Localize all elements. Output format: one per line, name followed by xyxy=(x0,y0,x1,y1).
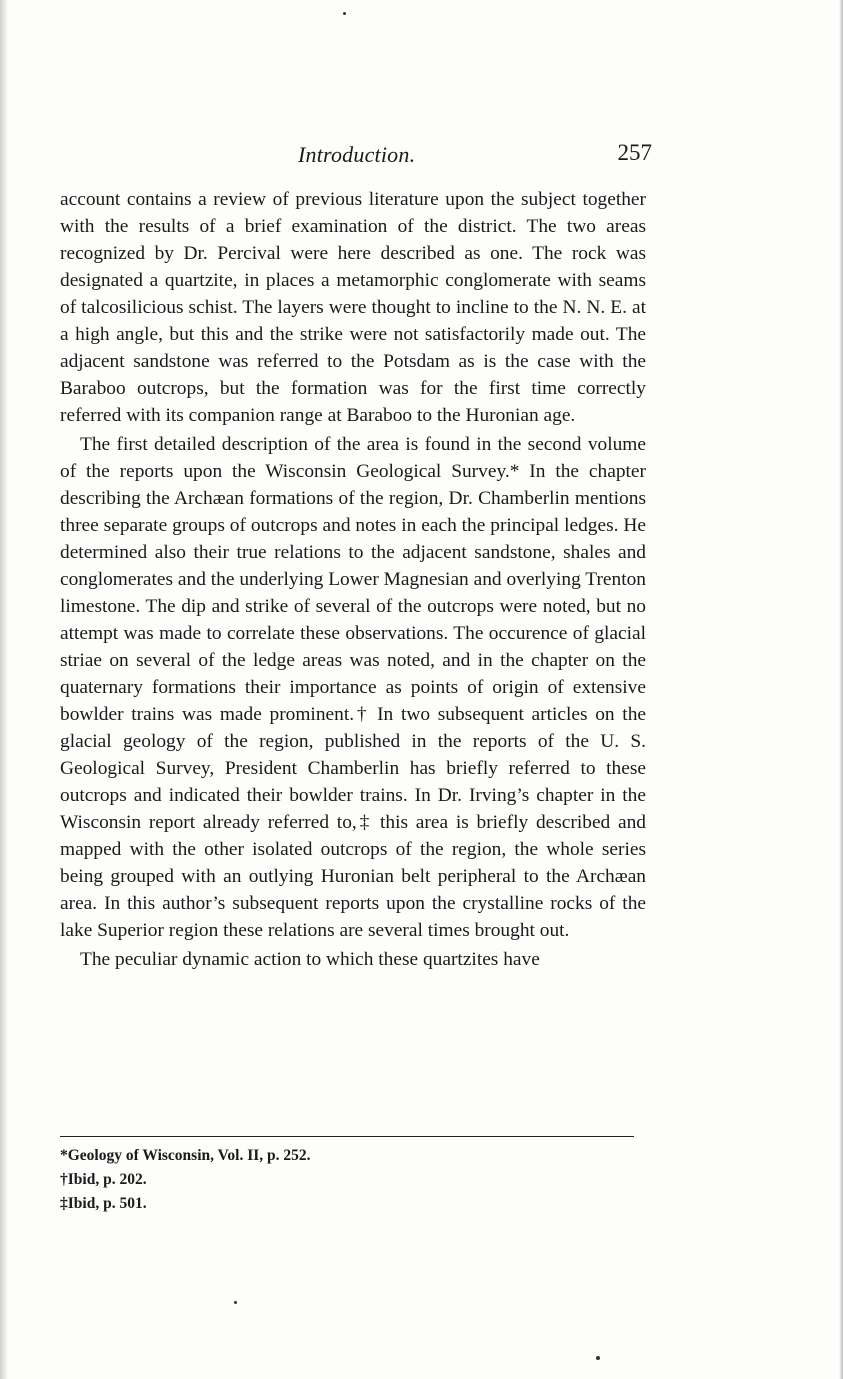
paragraph-continued: account contains a review of previous literature upon the subject together with the results of a brief examination of the district. The two areas recognized by Dr. Percival were here described as one. The rock was designated a quartzite, in places a metamorphic conglomerate with seams of talcosilicious schist. The layers were thought to incline to the N. N. E. at a high angle, but this and the strike were not satisfactorily made out. The adjacent sandstone was referred to the Potsdam as is the case with the Baraboo outcrops, but the formation was for the first time correctly referred with its companion range at Baraboo to the Huronian age. xyxy=(60,189,646,426)
body-text xyxy=(60,186,646,975)
footnote-2: †Ibid, p. 202. xyxy=(60,1171,147,1188)
footnotes xyxy=(60,1144,620,1216)
print-speck xyxy=(234,1301,237,1304)
running-head xyxy=(60,138,652,172)
footnote-1: *Geology of Wisconsin, Vol. II, p. 252. xyxy=(60,1147,311,1164)
footnote-3: ‡Ibid, p. 501. xyxy=(60,1195,147,1212)
print-speck xyxy=(596,1356,600,1360)
paragraph-dynamic-action: The peculiar dynamic action to which these quartzites have xyxy=(80,949,540,970)
page-number: 257 xyxy=(617,140,652,165)
page-edge-shadow-left xyxy=(0,0,8,1379)
page-edge-shadow-right xyxy=(839,0,843,1379)
paragraph-literature-review: The first detailed description of the area is found in the second volume of the reports upon the Wisconsin Geological Survey.* In the chapter describing the Archæan formations of the region, Dr. Chamberlin mentions three separate groups of outcrops and notes in each the principal ledges. He determined also their true relations to the adjacent sandstone, shales and conglomerates and the underlying Lower Magnesian and overlying Trenton limestone. The dip and strike of several of the outcrops were noted, but no attempt was made to correlate these observations. The occurence of glacial striae on several of the ledge areas was noted, and in the chapter on the quaternary formations their importance as points of origin of extensive bowlder trains was made prominent.† In two subsequent articles on the glacial geology of the region, published in the reports of the U. S. Geological Survey, President Chamberlin has briefly referred to these outcrops and indicated their bowlder trains. In Dr. Irving’s chapter in the Wisconsin report already referred to,‡ this area is briefly described and mapped with the other isolated outcrops of the region, the whole series being grouped with an outlying Huronian belt peripheral to the Archæan area. In this author’s subsequent reports upon the crystalline rocks of the lake Superior region these relations are several times brought out. xyxy=(60,434,646,941)
footnote-divider xyxy=(60,1136,634,1137)
running-title: Introduction. xyxy=(298,142,416,167)
print-speck xyxy=(343,12,346,15)
